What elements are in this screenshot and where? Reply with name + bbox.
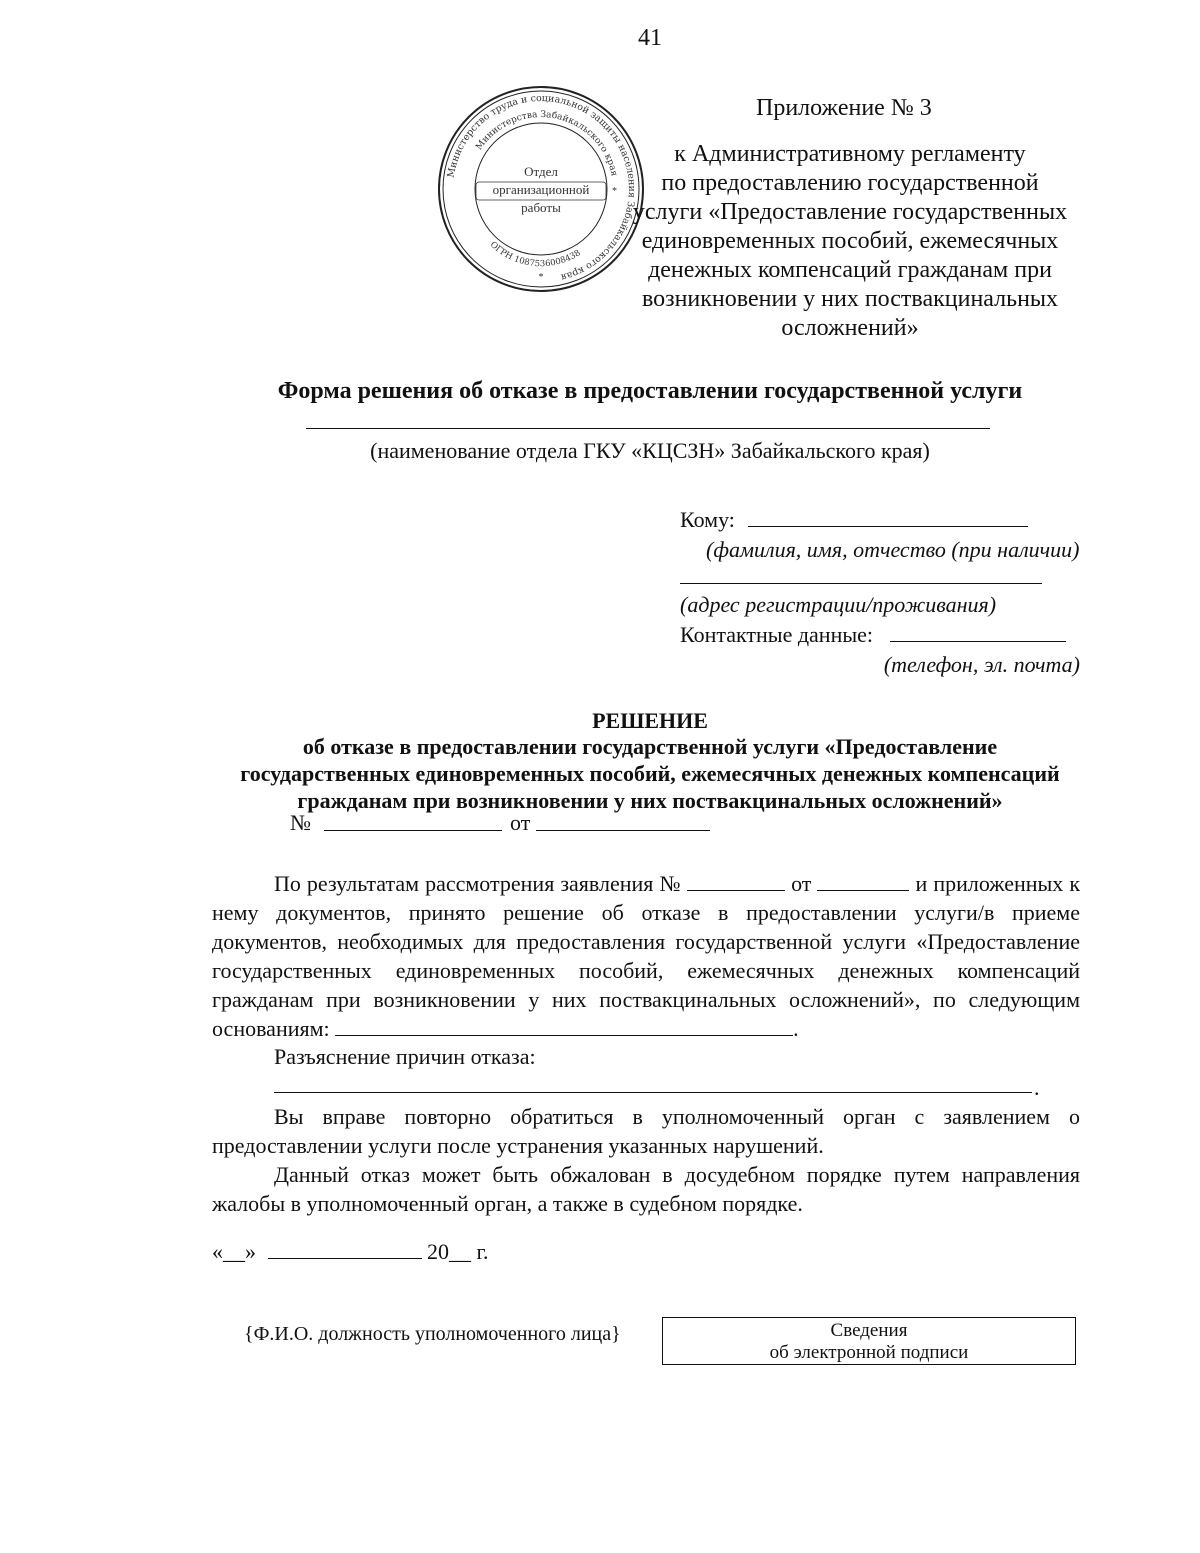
decision-subheading [150,733,1150,814]
appendix-line: единовременных пособий, ежемесячных [641,228,1059,254]
grounds-field[interactable] [335,1017,793,1036]
explanation-field[interactable] [274,1092,1032,1093]
stamp-ogrn: ОГРН 1087536008438 [487,239,583,270]
signature-box-line-1: Сведения [830,1320,908,1341]
page-number: 41 [638,25,662,51]
date-month-field[interactable] [268,1240,422,1259]
paragraph-2-line: Вы вправе повторно обратиться в уполномоченный орган с заявлением о [274,1104,1080,1129]
paragraph-3-line: жалобы в уполномоченный орган, а также в судебном порядке. [212,1191,803,1216]
date-year: 20__ [427,1239,471,1264]
to-label: Кому: [680,507,735,532]
paragraph-1-line: нему документов, принято решение об отказе в предоставлении услуги/в приеме [212,900,1080,925]
appendix-line: к Административному регламенту [674,141,1026,167]
svg-text:*: * [612,186,617,197]
signature-box-line-2: об электронной подписи [769,1342,969,1363]
signatory: {Ф.И.О. должность уполномоченного лица} [244,1323,621,1345]
paragraph-3 [212,1160,1080,1218]
stamp-outer-text: Министерство труда и социальной защиты населения Забайкальского края [445,92,638,283]
paragraph-2 [212,1102,1080,1160]
decision-number-field[interactable] [324,830,502,831]
contacts-label: Контактные данные: [680,622,873,647]
date-year-suffix: г. [476,1239,489,1264]
name-hint: (фамилия, имя, отчество (при наличии) [706,537,1080,562]
department-caption: (наименование отдела ГКУ «КЦСЗН» Забайкальского края) [370,438,930,463]
appendix-line: денежных компенсаций гражданам при [648,257,1052,283]
appendix-description [610,140,1090,343]
address-hint: (адрес регистрации/проживания) [680,592,997,617]
paragraph-1-line: государственных единовременных пособий, ежемесячных денежных компенсаций [212,958,1080,983]
date-line [212,1237,489,1266]
stamp-center-line-2: организационной [492,182,590,197]
decision-subheading-line: гражданам при возникновении у них поствакцинальных осложнений» [297,788,1003,813]
electronic-signature-box [662,1317,1076,1365]
grounds-line: основаниям: . [212,1016,799,1041]
paragraph-1-first-line: По результатам рассмотрения заявления № от и приложенных к [274,871,1081,896]
recipient-name-field[interactable] [748,526,1028,527]
grounds-label: основаниям: [212,1016,330,1041]
decision-subheading-line: об отказе в предоставлении государственной услуги «Предоставление [302,734,998,759]
recipient-address-field[interactable] [680,583,1042,584]
appendix-line: осложнений» [781,315,919,341]
recipient-contacts-field[interactable] [890,641,1066,642]
appendix-title: Приложение № 3 [756,95,932,121]
department-line[interactable] [306,428,990,429]
paragraph-1 [212,869,1080,1043]
application-number-field[interactable] [687,872,785,891]
decision-number-label: № [290,810,311,835]
date-day: «__» [212,1239,256,1264]
appendix-line: услуги «Предоставление государственных [632,199,1068,225]
appendix-line: по предоставлению государственной [661,170,1039,196]
decision-heading: РЕШЕНИЕ [592,708,708,733]
paragraph-3-line: Данный отказ может быть обжалован в досудебном порядке путем направления [274,1162,1080,1187]
svg-text:*: * [538,272,544,283]
stamp-center-line-1: Отдел [524,164,558,179]
decision-subheading-line: государственных единовременных пособий, ежемесячных денежных компенсаций [240,761,1060,786]
stamp-center-line-3: работы [521,200,561,215]
paragraph-1-line: документов, необходимых для предоставления государственной услуги «Предоставление [212,929,1080,954]
explanation-label: Разъяснение причин отказа: [274,1044,536,1069]
application-date-field[interactable] [817,872,909,891]
stamp-ring-text: Министерства Забайкальского края [474,109,619,178]
form-title: Форма решения об отказе в предоставлении государственной услуги [277,378,1023,404]
paragraph-2-line: предоставлении услуги после устранения указанных нарушений. [212,1133,824,1158]
decision-date-field[interactable] [536,830,710,831]
decision-from-label: от [510,810,531,835]
paragraph-1-line: гражданам при возникновении у них поствакцинальных осложнений», по следующим [212,987,1080,1012]
contacts-hint: (телефон, эл. почта) [883,652,1080,677]
explanation-period: . [1034,1075,1040,1100]
appendix-line: возникновении у них поствакцинальных [641,286,1059,312]
